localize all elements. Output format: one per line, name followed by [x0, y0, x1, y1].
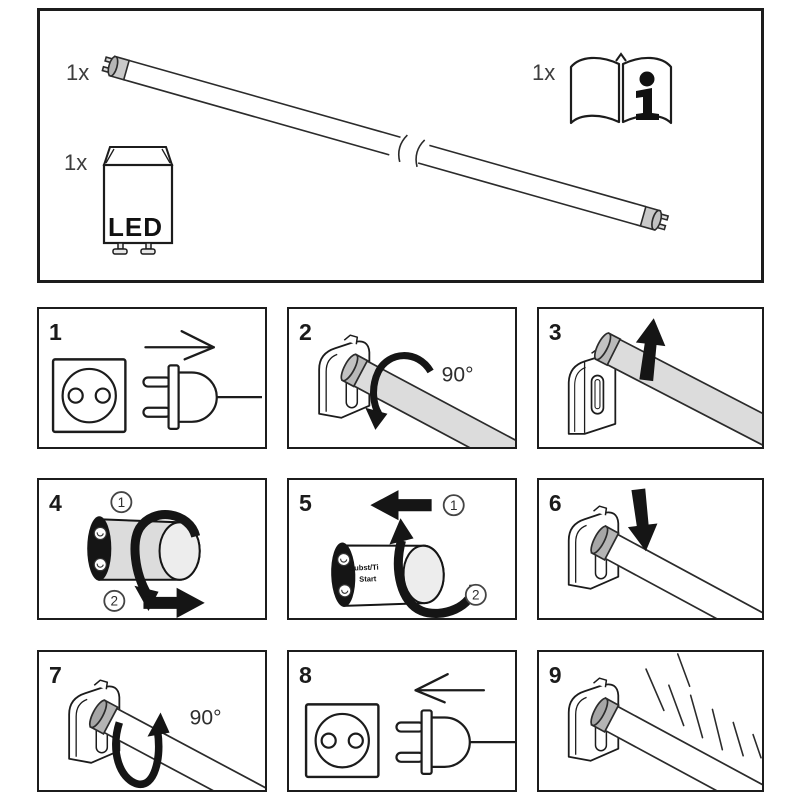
- step-6-panel: [537, 478, 764, 620]
- svg-text:1: 1: [449, 497, 458, 513]
- starter-text-bottom: Start: [359, 574, 377, 584]
- step-4-panel: [37, 478, 267, 620]
- step-number: 1: [49, 319, 62, 346]
- led-starter-box-icon: [104, 147, 172, 254]
- unplug-arrow-icon: [145, 331, 213, 359]
- step-8-panel: [287, 650, 517, 792]
- badge-2: [466, 585, 486, 605]
- step-number: 4: [49, 490, 62, 517]
- svg-text:2: 2: [110, 593, 119, 609]
- plug-in-arrow-icon: [416, 674, 484, 702]
- starter-box-label: LED: [108, 212, 163, 242]
- tube-qty-label: 1x: [66, 60, 90, 85]
- step-number: 5: [299, 490, 312, 517]
- step-number: 6: [548, 490, 562, 517]
- svg-text:2: 2: [472, 587, 480, 603]
- tube-icon: [592, 331, 762, 447]
- power-socket-icon: [53, 359, 125, 432]
- parts-panel: [37, 8, 764, 283]
- badge-1: [444, 495, 464, 515]
- svg-text:1: 1: [117, 494, 126, 510]
- power-socket-icon: [306, 704, 378, 777]
- step-2-panel: [287, 307, 517, 449]
- step-1-panel: [37, 307, 267, 449]
- angle-label: 90°: [189, 706, 222, 730]
- info-book-icon: [571, 54, 671, 123]
- manual-qty-label: 1x: [532, 60, 556, 85]
- starter-qty-label: 1x: [64, 150, 88, 175]
- angle-label: 90°: [441, 363, 474, 387]
- step-5-panel: [287, 478, 517, 620]
- step-9-panel: [537, 650, 764, 792]
- step-7-panel: [37, 650, 267, 792]
- step-3-panel: [537, 307, 764, 449]
- starter-text-top: Subst/Ti: [349, 562, 379, 573]
- step-number: 3: [548, 319, 562, 346]
- badge-1: [111, 492, 131, 512]
- info-dot: [640, 72, 655, 87]
- step-number: 9: [548, 662, 562, 689]
- badge-2: [104, 591, 124, 611]
- power-plug-icon: [143, 365, 262, 428]
- break-mark: [396, 134, 425, 167]
- push-left-arrow-icon: [370, 490, 431, 520]
- step-number: 2: [299, 319, 312, 346]
- starter-icon: [330, 539, 445, 607]
- power-plug-icon: [396, 710, 515, 773]
- step-number: 7: [49, 662, 62, 689]
- step-number: 8: [299, 662, 312, 689]
